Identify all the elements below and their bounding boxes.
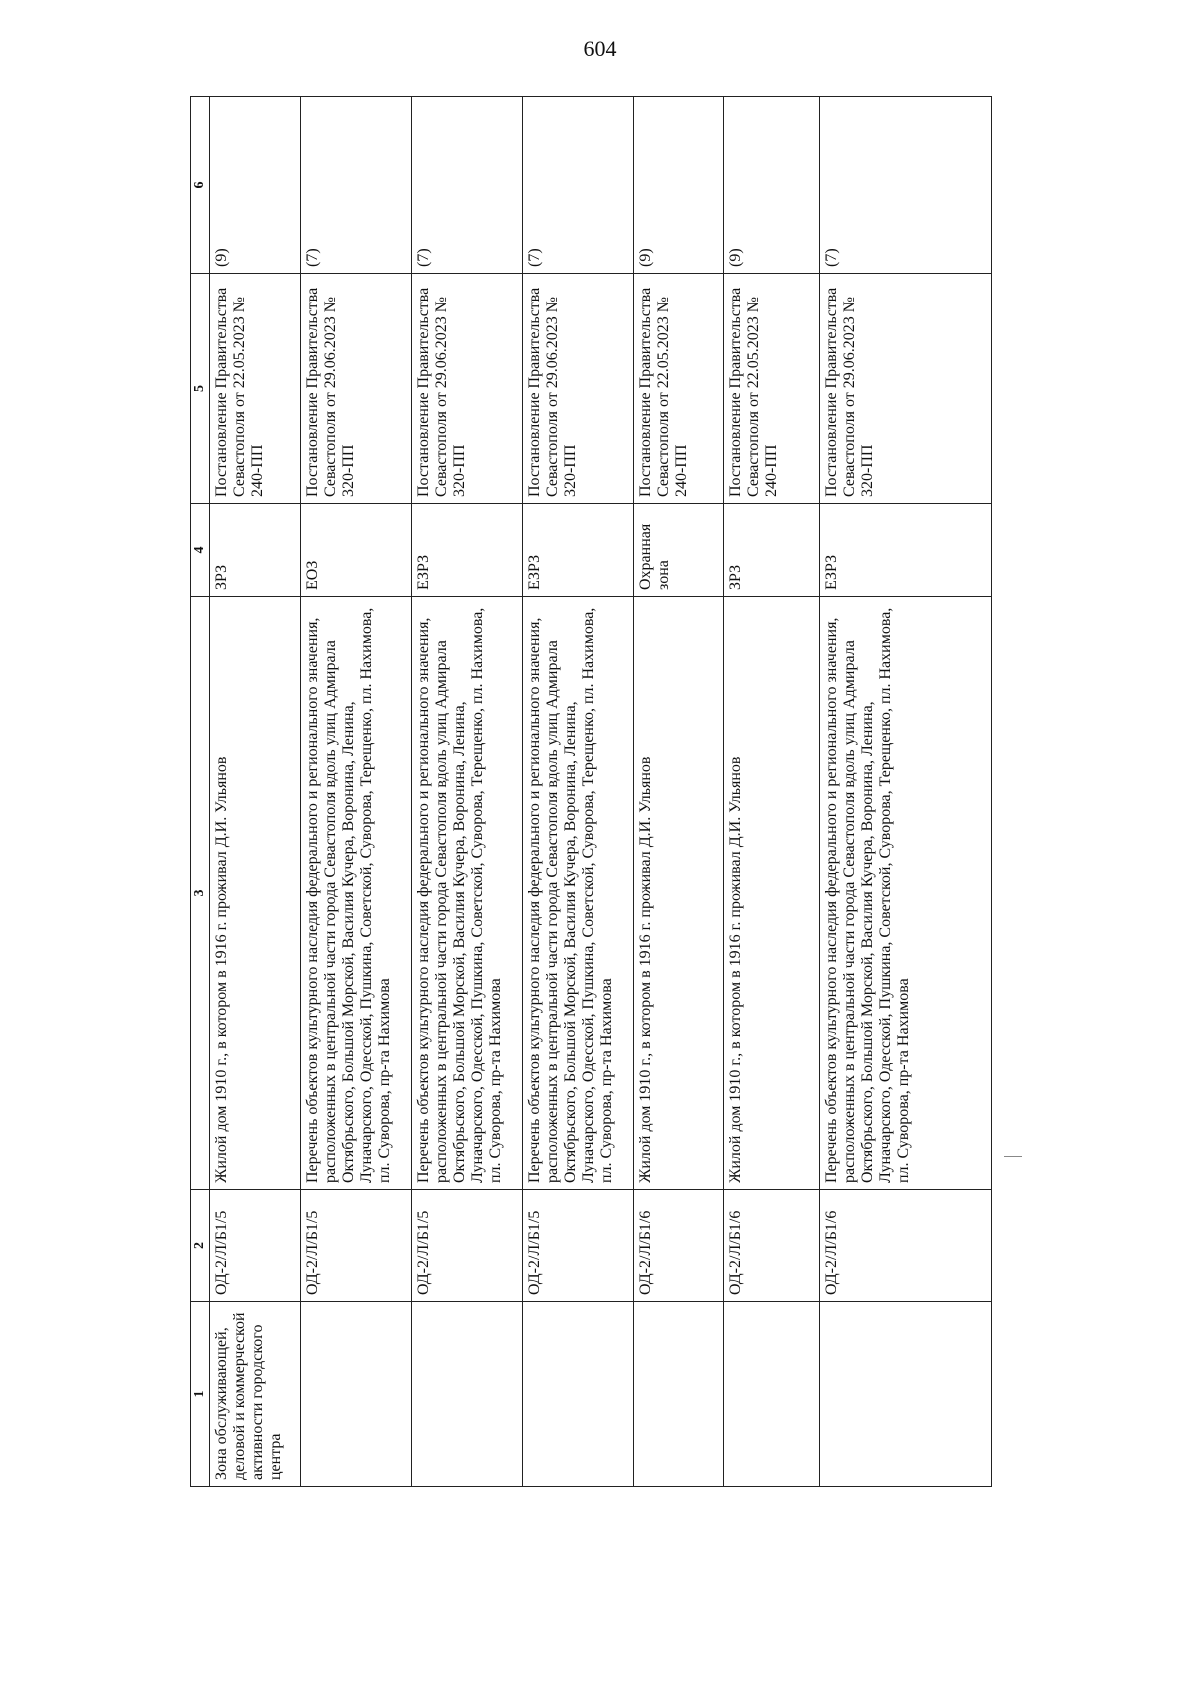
note-cell: (7) [820,97,992,274]
code-cell: ОД-2/Л/Б1/6 [634,1190,724,1302]
code-cell: ОД-2/Л/Б1/6 [820,1190,992,1302]
table-row [820,97,992,1487]
object-cell: Перечень объектов культурного наследия федерального и регионального значения, расположенных в центральной части города Севастополя вдоль улиц Адмирала Октябрьского, Большой Морской, Василия Кучера, Воронина, Ленина, Луначарского, Одесской, Пушкина, Советской, Суворова, Терещенко, пл. Нахимова, пл. Суворова, пр-та Нахимова [820,597,992,1190]
zone-type-cell: ЗРЗ [724,504,820,597]
code-cell: ОД-2/Л/Б1/5 [412,1190,523,1302]
note-cell: (9) [724,97,820,274]
zone-name-cell: Зона обслуживающей, деловой и коммерческой активности городского центра [210,1302,301,1487]
note-cell: (7) [412,97,523,274]
table-row [634,97,724,1487]
object-cell: Перечень объектов культурного наследия федерального и регионального значения, расположенных в центральной части города Севастополя вдоль улиц Адмирала Октябрьского, Большой Морской, Василия Кучера, Воронина, Ленина, Луначарского, Одесской, Пушкина, Советской, Суворова, Терещенко, пл. Нахимова, пл. Суворова, пр-та Нахимова [523,597,634,1190]
decree-cell: Постановление Правительства Севастополя от 29.06.2023 № 320-ПП [412,274,523,504]
zone-name-cell-continued [412,1302,523,1487]
decree-cell: Постановление Правительства Севастополя от 22.05.2023 № 240-ПП [724,274,820,504]
object-cell: Жилой дом 1910 г., в котором в 1916 г. проживал Д.И. Ульянов [210,597,301,1190]
zone-type-cell: ЕЗРЗ [820,504,992,597]
column-number: 5 [191,274,210,504]
code-cell: ОД-2/Л/Б1/5 [301,1190,412,1302]
decree-cell: Постановление Правительства Севастополя от 22.05.2023 № 240-ПП [210,274,301,504]
table-row [412,97,523,1487]
note-cell: (9) [634,97,724,274]
page-number: 604 [583,36,617,61]
zone-type-cell: ЗРЗ [210,504,301,597]
table-row [724,97,820,1487]
code-cell: ОД-2/Л/Б1/6 [724,1190,820,1302]
code-cell: ОД-2/Л/Б1/5 [523,1190,634,1302]
zone-type-cell: ЕЗРЗ [412,504,523,597]
zone-type-cell: ЕОЗ [301,504,412,597]
zone-name-cell-continued [724,1302,820,1487]
rotated-table-sheet [190,97,990,1487]
column-number: 4 [191,504,210,597]
zone-type-cell: Охранная зона [634,504,724,597]
column-number: 1 [191,1302,210,1487]
column-number: 3 [191,597,210,1190]
note-cell: (7) [523,97,634,274]
zone-type-cell: ЕЗРЗ [523,504,634,597]
zone-name-cell-continued [523,1302,634,1487]
column-number: 2 [191,1190,210,1302]
object-cell: Жилой дом 1910 г., в котором в 1916 г. проживал Д.И. Ульянов [634,597,724,1190]
note-cell: (9) [210,97,301,274]
zone-name-cell-continued [820,1302,992,1487]
table-row [210,97,301,1487]
column-number: 6 [191,97,210,274]
object-cell: Жилой дом 1910 г., в котором в 1916 г. проживал Д.И. Ульянов [724,597,820,1190]
object-cell: Перечень объектов культурного наследия федерального и регионального значения, расположенных в центральной части города Севастополя вдоль улиц Адмирала Октябрьского, Большой Морской, Василия Кучера, Воронина, Ленина, Луначарского, Одесской, Пушкина, Советской, Суворова, Терещенко, пл. Нахимова, пл. Суворова, пр-та Нахимова [301,597,412,1190]
decree-cell: Постановление Правительства Севастополя от 29.06.2023 № 320-ПП [301,274,412,504]
note-cell: (7) [301,97,412,274]
scan-mark [1004,1156,1022,1157]
decree-cell: Постановление Правительства Севастополя от 29.06.2023 № 320-ПП [523,274,634,504]
object-cell: Перечень объектов культурного наследия федерального и регионального значения, расположенных в центральной части города Севастополя вдоль улиц Адмирала Октябрьского, Большой Морской, Василия Кучера, Воронина, Ленина, Луначарского, Одесской, Пушкина, Советской, Суворова, Терещенко, пл. Нахимова, пл. Суворова, пр-та Нахимова [412,597,523,1190]
table-row [523,97,634,1487]
decree-cell: Постановление Правительства Севастополя от 22.05.2023 № 240-ПП [634,274,724,504]
table-row [301,97,412,1487]
column-number-row [191,97,210,1487]
code-cell: ОД-2/Л/Б1/5 [210,1190,301,1302]
zone-name-cell-continued [634,1302,724,1487]
decree-cell: Постановление Правительства Севастополя от 29.06.2023 № 320-ПП [820,274,992,504]
zone-name-cell-continued [301,1302,412,1487]
register-table [190,96,992,1487]
